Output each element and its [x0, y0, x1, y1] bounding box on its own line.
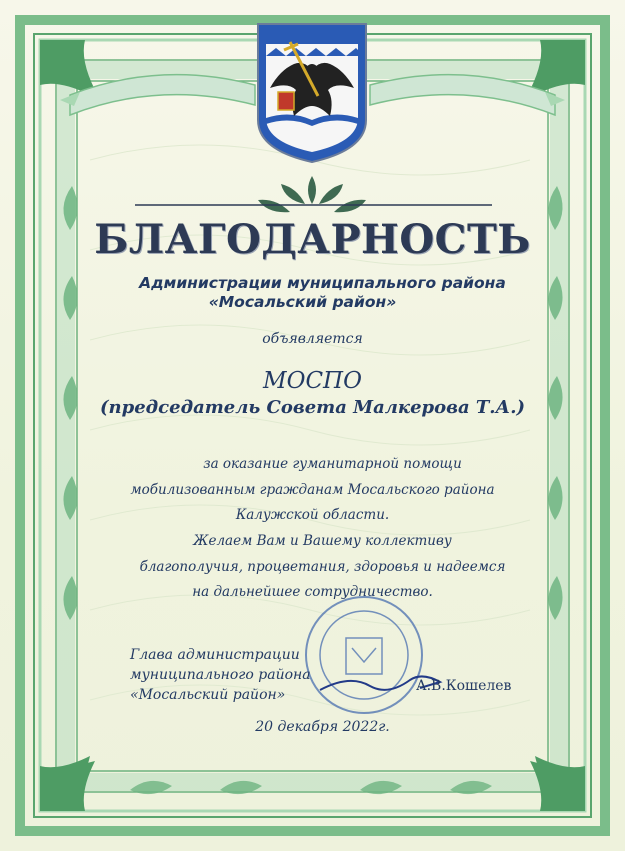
- body-line-3: Калужской области.: [235, 507, 390, 523]
- body-line-1: за оказание гуманитарной помощи: [203, 456, 462, 472]
- signatory-line-2: муниципального района: [130, 667, 311, 683]
- issue-date: 20 декабря 2022г.: [255, 719, 390, 735]
- issuer-line-1: Администрации муниципального района: [139, 274, 506, 292]
- recipient-detail: (председатель Совета Малкерова Т.А.): [100, 397, 525, 418]
- recipient-name: МОСПО: [263, 368, 362, 394]
- announce-text: объявляется: [262, 331, 363, 347]
- coat-of-arms-icon: [258, 24, 366, 162]
- signatory-line-3: «Мосальский район»: [130, 687, 286, 703]
- body-line-4: Желаем Вам и Вашему коллективу: [193, 533, 452, 549]
- body-line-6: на дальнейшее сотрудничество.: [192, 584, 433, 600]
- body-line-5: благополучия, процветания, здоровья и надеемся: [139, 559, 506, 575]
- issuer-line-2: «Мосальский район»: [208, 293, 397, 311]
- certificate-title: БЛАГОДАРНОСТЬ: [94, 216, 531, 263]
- signatory-position: [130, 645, 311, 705]
- flourish-icon: [258, 176, 366, 212]
- official-stamp: [306, 597, 422, 713]
- signatory-name: А.В.Кошелев: [416, 678, 512, 694]
- signatory-line-1: Глава администрации: [130, 647, 300, 663]
- body-line-2: мобилизованным гражданам Мосальского района: [130, 482, 495, 498]
